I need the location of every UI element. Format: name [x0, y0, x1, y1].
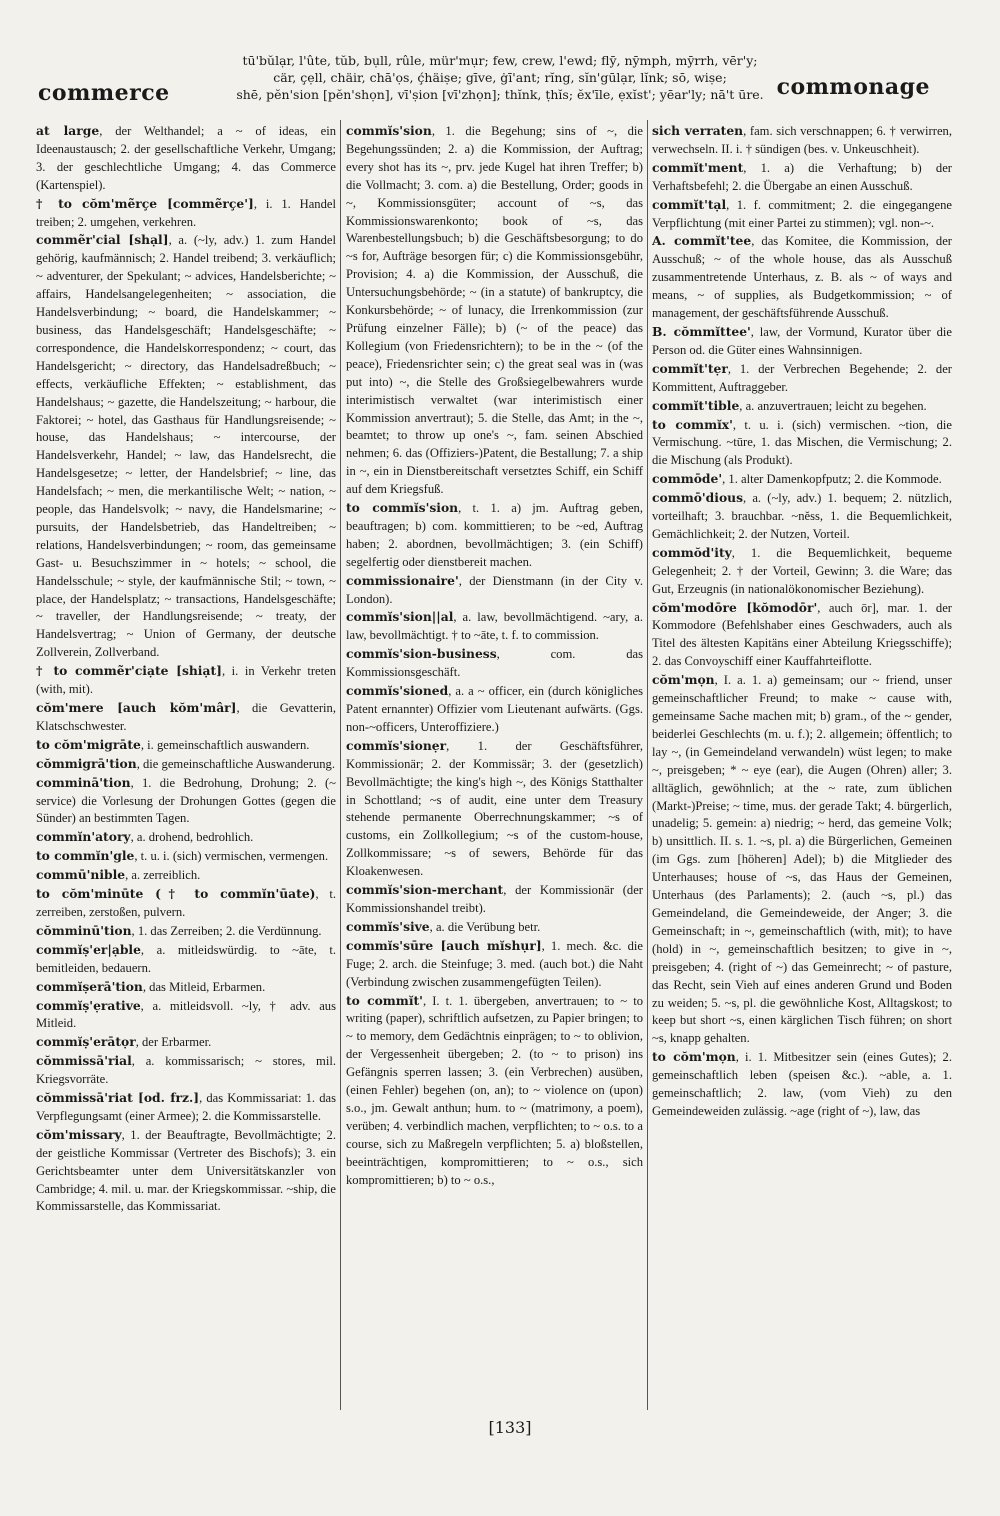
- dictionary-entry: sich verraten, fam. sich verschnappen; 6. † verwirren, verwechseln. II. i. † sündigen (bes. v. Unkeuschheit).: [652, 123, 952, 156]
- dictionary-entry: A. commĭt'tee, das Komitee, die Kommission, der Ausschuß; ~ of the whole house, das als Ausschuß zusammentretende Unterhaus, z. B. als ~ of ways and means, ~ of supplies, als Budgetkommission; ~ of management, der geschäftsführende Ausschuß.: [652, 233, 952, 321]
- left-guide-word: commerce: [38, 80, 170, 106]
- dictionary-entry: cŏmminū'tion, 1. das Zerreiben; 2. die Verdünnung.: [36, 922, 322, 938]
- dictionary-entry: commĭn'atory, a. drohend, bedrohlich.: [36, 829, 254, 845]
- dictionary-entry: commĭs'sūre [auch mĭshụr], 1. mech. &c. die Fuge; 2. arch. die Steinfuge; 3. med. (auch bot.) die Naht (Verbindung zwischen zusammengefügten Teilen).: [346, 937, 643, 989]
- dictionary-entry: to commĭn'gle, t. u. i. (sich) vermischen, vermengen.: [36, 848, 329, 864]
- dictionary-entry: comminā'tion, 1. die Bedrohung, Drohung; 2. (~ service) die Vorlesung der Drohungen Gottes (gegen die Sünder) an bestimmten Tagen.: [36, 774, 336, 826]
- dictionary-entry: B. cŏmmĭttee', law, der Vormund, Kurator über die Person od. die Güter eines Wahnsinnigen.: [652, 323, 952, 357]
- right-guide-word: commonage: [776, 74, 930, 100]
- dictionary-entry: commū'nible, a. zerreiblich.: [36, 867, 201, 883]
- dictionary-entry: commĭt'tẹr, 1. der Verbrechen Begehende; 2. der Kommittent, Auftraggeber.: [652, 360, 952, 394]
- dictionary-entry: commĭṣ'ẹrative, a. mitleidsvoll. ~ly, † adv. aus Mitleid.: [36, 997, 336, 1031]
- dictionary-entry: commĭṣerā'tion, das Mitleid, Erbarmen.: [36, 978, 266, 994]
- dictionary-entry: to commĭs'sion, t. 1. a) jm. Auftrag geben, beauftragen; b) com. kommittieren; to be ~ed, Auftrag haben; 2. abordnen, bevollmächtigen; 3. (ein Schiff) segelfertig oder dienstbereit machen.: [346, 500, 643, 569]
- dictionary-entry: commĭs'sioned, a. a ~ officer, ein (durch königliches Patent ernannter) Offizier vom Lieutenant aufwärts. (Ggs. non-~officers, Unteroffiziere.): [346, 683, 643, 734]
- page-number: [133]: [488, 1418, 532, 1437]
- dictionary-entry: cŏmmissā'riat [od. frz.], das Kommissariat: 1. das Verpflegungsamt (einer Armee); 2. die Kommissarstelle.: [36, 1090, 336, 1123]
- dictionary-entry: commẽr'cial [shạl], a. (~ly, adv.) 1. zum Handel gehörig, kaufmännisch; 2. Handel treibend; 3. verkäuflich; ~ adventurer, der Spekulant; ~ advices, Handelsberichte; ~ affairs, Handelsangelegenheiten; ~ association, die Handelsverbindung; ~ board, die Handelskammer; ~ business, das Handelsgeschäft; Handelsgeschäfte; ~ correspondence, die Handelskorrespondenz; ~ court, das Handelsgericht; ~ directory, das Handelsadreßbuch; ~ effects, verkäufliche Effekten; ~ establishment, das Handelshaus; ~ gazette, die Handelszeitung; ~ harbour, die Faktorei; ~ hotel, das Gasthaus für Handlungsreisende; ~ house, das Handelshaus; ~ intercourse, der Handelsverkehr, Handel; ~ law, das Handelsrecht, die Handelsgesetze; ~ letter, der Handelsbrief; ~ line, das Handelsfach; ~ men, die merkantilische Welt; ~ nation, ~ people, das Handelsvolk; ~ navy, die Handelsmarine; ~ pursuits, der Handelsbetrieb, das Handeltreiben; ~ relations, Handelsverbindungen; ~ room, das gemeinsame Gast- u. Besuchszimmer in ~ hotels; ~ school, die Handelsschule; ~ style, der kaufmännische Stil; ~ town, ~ place, der Handelsplatz; ~ transactions, Handelsgeschäfte; ~ traveller, der Handlungsreisende; ~ treaty, der Handelsvertrag; ~ Union of Germany, der deutsche Zollverein, Zollverband.: [36, 232, 336, 660]
- dictionary-entry: † to commẽr'ciạte [shiạt], i. in Verkehr treten (with, mit).: [36, 663, 336, 697]
- dictionary-entry: cŏm'missary, 1. der Beauftragte, Bevollmächtigte; 2. der geistliche Kommissar (Vertreter des Bischofs); 3. ein Gerichtsbeamter unter dem Universitätskanzler von Cambridge; 4. mil. u. mar. der Kriegskommissar. ~ship, die Kommissarstelle, das Kommissariat.: [36, 1126, 336, 1214]
- dictionary-entry: commōde', 1. alter Damenkopfputz; 2. die Kommode.: [652, 471, 942, 487]
- pronunciation-key: [205, 52, 795, 103]
- column-middle: [346, 122, 643, 1432]
- column-right: [652, 122, 952, 1432]
- dictionary-entry: commĭt'tible, a. anzuvertrauen; leicht zu begehen.: [652, 397, 927, 413]
- dictionary-entry: cŏmmigrā'tion, die gemeinschaftliche Auswanderung.: [36, 755, 335, 771]
- dictionary-entry: commĭs'sion-business, com. das Kommissionsgeschäft.: [346, 646, 643, 680]
- dictionary-entry: cŏm'mere [auch kŏm'mâr], die Gevatterin, Klatschschwester.: [36, 700, 336, 733]
- dictionary-entry: commĭs'sion, 1. die Begehung; sins of ~, die Begehungssünden; 2. a) die Kommission, der Auftrag; every shot has its ~, prv. jede Kugel hat ihren Treffer; b) die Vollmacht; 3. com. a) die Bestellung, Order; goods in ~, Kommissionsgüter; account of ~s, das Kommissionswarenkonto; book of ~s, das Warenbestellungsbuch; b) die Geschäftsbesorgung; to do ~s for, Aufträge besorgen für; c) die Kommissionsgebühr, Provision; 4. a) die Kommission, der Ausschuß, die Untersuchungsbehörde; ~ (in a statute) of bankruptcy, die Konkursbehörde; ~ of lunacy, die Irrenkommission (zur Prüfung einzelner Fälle); b) (~ of the peace) das Kollegium (von Friedensrichtern); to be in the ~ (of the peace), Friedensrichter sein; c) the great seal was in (was put into) ~, die Stelle des Großsiegelbewahrers wurde interimistisch verwaltet (war interimistisch einer Kommission anvertraut); 5. die Stelle, das Amt; in the ~, beamtet; to throw up one's ~, fam. seinen Abschied nehmen; 6. das (Offiziers-)Patent, die Bestallung; 7. a ship in ~, ein in Dienstbereitschaft versetztes Schiff, ein Schiff auf dem Kriegsfuß.: [346, 123, 643, 497]
- dictionary-entry: to cŏm'mọn, i. 1. Mitbesitzer sein (eines Gutes); 2. gemeinschaftlich leben (speisen &c.). ~able, a. 1. gemeinschaftlich; 2. law, (vom Vieh) zu den Gemeindeweiden zulässig. ~age (right of ~), law, das: [652, 1049, 952, 1118]
- dictionary-entry: commĭs'sionẹr, 1. der Geschäftsführer, Kommissionär; 2. der Kommissär; 3. der (gesetzlich) Bevollmächtigte; the king's high ~, des Königs Statthalter in Schottland; ~s of audit, eine unter dem Treasury stehende permanente Oberrechnungskammer; ~s of customs, ein Zollkollegium; ~s of the custom-house, Zollkommissare; ~s of sewers, Behörde für das Kloakenwesen.: [346, 737, 643, 879]
- pronunciation-line: shē, pĕn'sion [pĕn'shọn], vī'ṣion [vī'zhọn]; thĭnk, ṭhĭs; ĕx'īle, ẹxĭst'; yēar'ly; nā't ūre.: [236, 87, 764, 102]
- dictionary-entry: † to cŏm'mẽrçe [commẽrçe'], i. 1. Handel treiben; 2. umgehen, verkehren.: [36, 195, 336, 229]
- dictionary-entry: commĭt'tạl, 1. f. commitment; 2. die eingegangene Verpflichtung (mit einer Partei zu stimmen); vgl. non-~.: [652, 196, 952, 230]
- dictionary-entry: commĭs'sion||al, a. law, bevollmächtigend. ~ary, a. law, bevollmächtigt. † to ~āte, t. f. to commission.: [346, 609, 643, 643]
- dictionary-entry: commĭs'sive, a. die Verübung betr.: [346, 918, 541, 934]
- dictionary-entry: commissionaire', der Dienstmann (in der City v. London).: [346, 572, 643, 606]
- dictionary-entry: to commĭt', I. t. 1. übergeben, anvertrauen; to ~ to writing (paper), schriftlich aufsetzen, zu Papier bringen; to ~ to memory, dem Gedächtnis einprägen; to ~ to oblivion, der Vergessenheit übergeben; 2. (to ~ to prison) ins Gefängnis sperren lassen; 3. (ein Verbrechen) ausüben, (einen Fehler) begehen (on, an); to ~ violence on (upon) s.o., jm. Gewalt anthun; hum. to ~ (matrimony, a poem), verüben; 4. verbindlich machen, verpflichten; to ~ o.s. to a course, sich zu Maßregeln verpflichten; 5. a) bloßstellen, beeinträchtigen, kompromittieren; to ~ o.s., sich kompromittieren; b) to ~ o.s.,: [346, 992, 643, 1187]
- dictionary-entry: to commĭx', t. u. i. (sich) vermischen. ~tion, die Vermischung. ~tūre, 1. das Mischen, die Vermischung; 2. die Mischung (als Produkt).: [652, 416, 952, 468]
- pronunciation-line: cär, çẹll, chäir, chā'ọs, ḉhäiṣe; gīve, ġī'ant; rĭng, sĭn'gūlạr, lĭnk; sō, wiṣe;: [273, 70, 727, 85]
- column-divider: [340, 120, 341, 1410]
- dictionary-entry: cŏm'modōre [kŏmodōr', auch ōr], mar. 1. der Kommodore (Befehlshaber eines Geschwaders, auch als Titel des ältesten Kapitäns einer Abteilung Kriegsschiffe); 2. das Convoyschiff einer Kauffahrteiflotte.: [652, 599, 952, 669]
- dictionary-entry: commĭṣ'er|ạble, a. mitleidswürdig. to ~āte, t. bemitleiden, bedauern.: [36, 941, 336, 975]
- dictionary-entry: commĭt'ment, 1. a) die Verhaftung; b) der Verhaftsbefehl; 2. die Übergabe an einen Ausschuß.: [652, 159, 952, 193]
- pronunciation-line: tū'bŭlạr, l'ûte, tŭb, bụll, rûle, mür'mụr; few, crew, l'ewd; flȳ, nȳmph, mȳrrh, vēr'y;: [242, 53, 758, 68]
- dictionary-entry: commō'dious, a. (~ly, adv.) 1. bequem; 2. nützlich, vorteilhaft; 3. brauchbar. ~nĕss, 1. die Bequemlichkeit, Gemächlichkeit; 2. der Nutzen, Vorteil.: [652, 490, 952, 541]
- dictionary-entry: cŏmmissā'rial, a. kommissarisch; ~ stores, mil. Kriegsvorräte.: [36, 1053, 336, 1087]
- dictionary-entry: commŏd'ity, 1. die Bequemlichkeit, bequeme Gelegenheit; 2. † der Vorteil, Gewinn; 3. die Ware; das Gut, Erzeugnis (in nationalökonomischer Beziehung).: [652, 544, 952, 596]
- column-left: [36, 122, 336, 1432]
- dictionary-entry: commĭṣ'erātọr, der Erbarmer.: [36, 1034, 212, 1050]
- dictionary-entry: cŏm'mọn, I. a. 1. a) gemeinsam; our ~ friend, unser gemeinschaftlicher Freund; to make ~ cause with, gemeinsame Sache machen mit; b) gram., of the ~ gender, beiderlei Geschlechts (m. u. f.); 2. allgemein; öffentlich; to lay ~, (in Gemeindeland verwandeln) wüst legen; to make ~, preisgeben; * ~ eye (ear), die Augen (Ohren) aller; 3. alltäglich, gewöhnlich; at the ~ rate, zum üblichen (Markt-)Preise; ~ time, mus. der gerade Takt; 4. bürgerlich, unadelig; 5. gemein: a) niedrig; ~ herd, das gemeine Volk; b) unsittlich. II. s. 1. ~s, pl. a) die Bürgerlichen, Gemeinen (im Ggs. zum [höheren] Adel); b) die Mitglieder des Unterhauses; house of ~s, das Haus der Gemeinen, Unterhaus (des Parlaments); 2. (auch ~s, pl.) das Gemeindeland, die Gemeindeweide, der Anger; 3. die Gemeinschaft; in ~, gemeinschaftlich (with, mit); to have (hold) in ~, gemeinschaftlich besitzen; to give in ~, preisgeben; 4. (right of ~) das Gemeinrecht; ~ of pasture, das Recht, sein Vieh auf eines anderen Grund und Boden zu weiden; 5. ~s, pl. die gewöhnliche Kost, Alltagskost; to keep but short ~s, einen kärglichen Tisch führen; on short ~s, knapp gehalten.: [652, 672, 952, 1046]
- dictionary-entry: to cŏm'minūte († to commĭn'ūate), t. zerreiben, zerstoßen, pulvern.: [36, 886, 336, 919]
- column-divider: [647, 120, 648, 1410]
- dictionary-entry: commĭs'sion-merchant, der Kommissionär (der Kommissionshandel treibt).: [346, 882, 643, 915]
- dictionary-entry: at large, der Welthandel; a ~ of ideas, ein Ideenaustausch; 2. der gesellschaftliche Verkehr, Umgang; 3. der geschlechtliche Umgang; 4. das Commerce (Kartenspiel).: [36, 123, 336, 192]
- dictionary-entry: to cŏm'migrāte, i. gemeinschaftlich auswandern.: [36, 736, 310, 752]
